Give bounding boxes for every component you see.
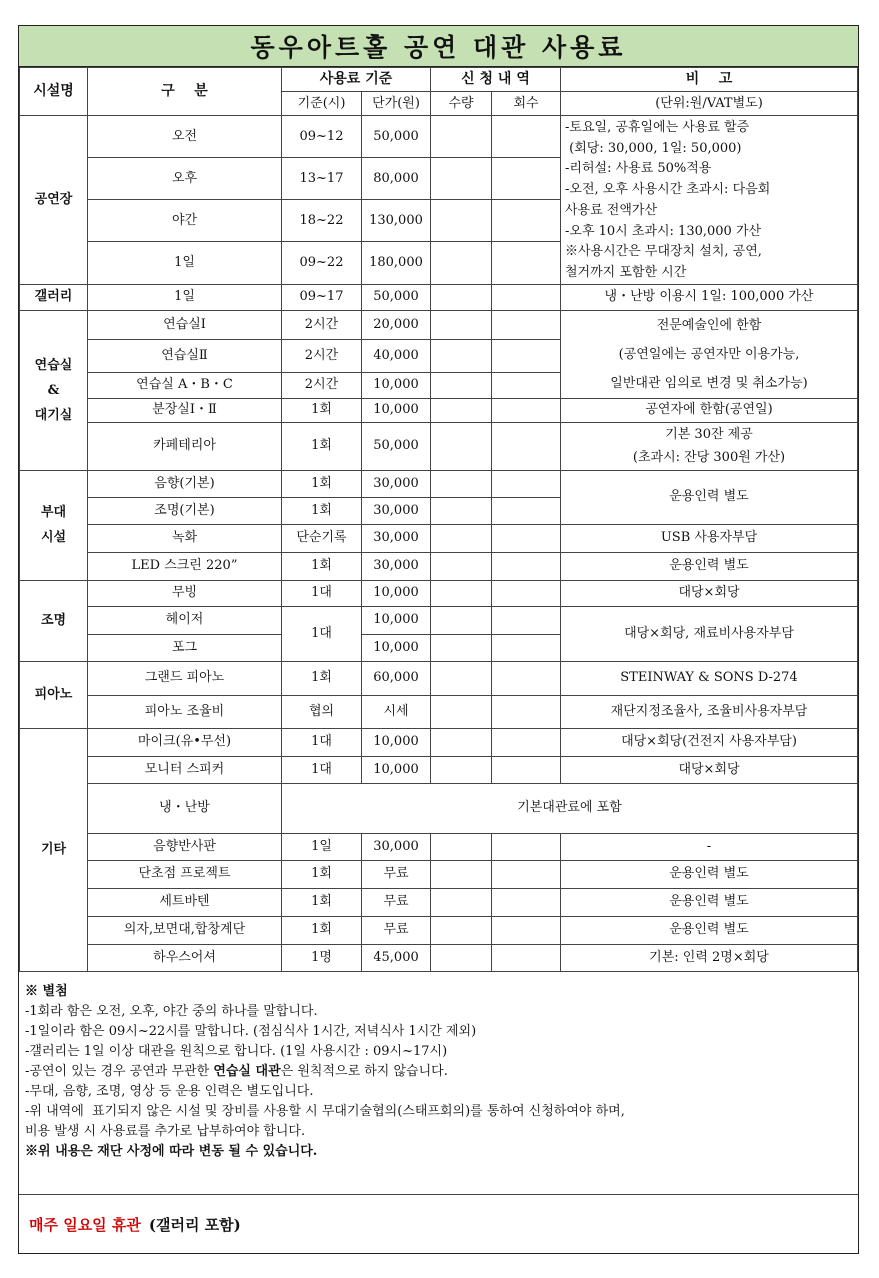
count-cell [492, 284, 561, 310]
closed-notice [19, 1194, 858, 1253]
header-basis-time: 기준(시) [282, 92, 362, 116]
table-cell-basis: 18~22 [282, 200, 362, 242]
table-cell-item: 음향반사판 [88, 833, 282, 860]
count-cell [492, 756, 561, 783]
table-cell-note: 운용인력 별도 [561, 916, 858, 944]
table-cell-price: 40,000 [362, 339, 431, 372]
quantity-cell [431, 372, 492, 398]
table-cell-price: 10,000 [362, 398, 431, 422]
count-cell [492, 470, 561, 497]
table-cell-basis: 1회 [282, 398, 362, 422]
quantity-cell [431, 634, 492, 661]
header-remarks: 비 고 [561, 68, 858, 92]
hall-notes [561, 116, 858, 285]
quantity-cell [431, 552, 492, 580]
count-cell [492, 524, 561, 552]
header-quantity: 수량 [431, 92, 492, 116]
haze-fog-note: 대당×회당, 재료비사용자부담 [561, 606, 858, 661]
quantity-cell [431, 888, 492, 916]
table-cell-item: 세트바텐 [88, 888, 282, 916]
table-cell-item: 녹화 [88, 524, 282, 552]
table-cell-price: 60,000 [362, 661, 431, 695]
count-cell [492, 372, 561, 398]
table-cell-item: 야간 [88, 200, 282, 242]
table-cell-price: 130,000 [362, 200, 431, 242]
table-cell-price: 30,000 [362, 552, 431, 580]
table-cell-basis: 1회 [282, 497, 362, 524]
count-cell [492, 398, 561, 422]
table-cell-price: 20,000 [362, 310, 431, 339]
section-stage: 부대 시설 [20, 470, 88, 580]
table-cell-price: 무료 [362, 860, 431, 888]
table-cell-basis: 1회 [282, 916, 362, 944]
table-cell-item: 분장실Ⅰ・Ⅱ [88, 398, 282, 422]
quantity-cell [431, 310, 492, 339]
table-cell-price: 30,000 [362, 497, 431, 524]
quantity-cell [431, 606, 492, 634]
table-cell-item: 1일 [88, 241, 282, 284]
table-cell-item: 음향(기본) [88, 470, 282, 497]
table-cell-basis: 1회 [282, 552, 362, 580]
appendix-notes [19, 972, 858, 1162]
count-cell [492, 497, 561, 524]
table-cell-item: 마이크(유•무선) [88, 728, 282, 756]
note-line: -오후 10시 초과시: 130,000 가산 [565, 223, 762, 239]
appendix-line: -공연이 있는 경우 공연과 무관한 연습실 대관은 원칙적으로 하지 않습니다. [25, 1063, 448, 1079]
table-cell-item: 단초점 프로젝트 [88, 860, 282, 888]
cafeteria-note: 기본 30잔 제공 (초과시: 잔당 300원 가산) [561, 422, 858, 470]
quantity-cell [431, 695, 492, 728]
table-cell-item: 포그 [88, 634, 282, 661]
led-note: 운용인력 별도 [561, 552, 858, 580]
count-cell [492, 310, 561, 339]
quantity-cell [431, 339, 492, 372]
table-cell-basis: 1대 [282, 756, 362, 783]
table-cell-basis: 1회 [282, 860, 362, 888]
note-line: ※사용시간은 무대장치 설치, 공연, [565, 244, 762, 260]
count-cell [492, 916, 561, 944]
header-facility: 시설명 [20, 68, 88, 116]
count-cell [492, 339, 561, 372]
note-line: -토요일, 공휴일에는 사용료 할증 [565, 120, 750, 135]
table-cell-basis: 13~17 [282, 157, 362, 200]
count-cell [492, 728, 561, 756]
table-cell-price: 30,000 [362, 470, 431, 497]
appendix-line: -갤러리는 1일 이상 대관을 원칙으로 합니다. (1일 사용시간 : 09시~17시) [25, 1043, 448, 1059]
table-cell-price: 30,000 [362, 524, 431, 552]
note-line: -오전, 오후 사용시간 초과시: 다음회 [565, 182, 771, 198]
table-cell-price: 10,000 [362, 634, 431, 661]
note-line: 철거까지 포함한 시간 [565, 264, 687, 280]
quantity-cell [431, 398, 492, 422]
page-title: 동우아트홀 공연 대관 사용료 [19, 26, 858, 67]
closed-note: (갤러리 포함) [148, 1215, 241, 1234]
gallery-note: 냉・난방 이용시 1일: 100,000 가산 [561, 284, 858, 310]
table-cell-price: 10,000 [362, 756, 431, 783]
table-cell-note: 대당×회당 [561, 756, 858, 783]
table-cell-item: 헤이저 [88, 606, 282, 634]
quantity-cell [431, 497, 492, 524]
table-cell-item: 무빙 [88, 580, 282, 606]
table-cell-item: 오전 [88, 116, 282, 158]
table-cell-basis: 09~12 [282, 116, 362, 158]
table-cell-basis: 09~22 [282, 241, 362, 284]
table-cell-price: 50,000 [362, 116, 431, 158]
fee-sheet [18, 25, 859, 1254]
table-cell-basis: 1대 [282, 606, 362, 661]
table-cell-price: 10,000 [362, 728, 431, 756]
appendix-line: 비용 발생 시 사용료를 추가로 납부하여야 합니다. [25, 1123, 306, 1139]
table-cell-price: 50,000 [362, 284, 431, 310]
quantity-cell [431, 116, 492, 158]
note-line: (회당: 30,000, 1일: 50,000) [565, 140, 742, 156]
count-cell [492, 606, 561, 634]
appendix-line: -1회라 함은 오전, 오후, 야간 중의 하나를 말합니다. [25, 1003, 318, 1019]
quantity-cell [431, 524, 492, 552]
quantity-cell [431, 157, 492, 200]
closed-day: 매주 일요일 휴관 [29, 1215, 141, 1234]
table-cell-basis: 협의 [282, 695, 362, 728]
header-unit-price: 단가(원) [362, 92, 431, 116]
table-cell-basis: 1회 [282, 661, 362, 695]
table-cell-item: 그랜드 피아노 [88, 661, 282, 695]
header-remarks-unit: (단위:원/VAT별도) [561, 92, 858, 116]
quantity-cell [431, 580, 492, 606]
fee-table [19, 67, 858, 972]
table-cell-price: 시세 [362, 695, 431, 728]
table-cell-price: 180,000 [362, 241, 431, 284]
count-cell [492, 888, 561, 916]
header-category: 구 분 [88, 68, 282, 116]
count-cell [492, 661, 561, 695]
quantity-cell [431, 728, 492, 756]
header-fee-basis: 사용료 기준 [282, 68, 431, 92]
section-hall: 공연장 [20, 116, 88, 285]
section-piano: 피아노 [20, 661, 88, 728]
table-cell-note: - [561, 833, 858, 860]
count-cell [492, 833, 561, 860]
recording-note: USB 사용자부담 [561, 524, 858, 552]
table-cell-basis: 09~17 [282, 284, 362, 310]
section-etc: 기타 [20, 728, 88, 971]
sound-light-note: 운용인력 별도 [561, 470, 858, 524]
table-cell-basis: 2시간 [282, 310, 362, 339]
table-cell-price: 30,000 [362, 833, 431, 860]
count-cell [492, 200, 561, 242]
table-cell-basis: 1회 [282, 422, 362, 470]
table-cell-price: 10,000 [362, 580, 431, 606]
dressing-room-note: 공연자에 한함(공연일) [561, 398, 858, 422]
table-cell-item: 오후 [88, 157, 282, 200]
table-cell-item: LED 스크린 220” [88, 552, 282, 580]
table-cell-item: 모니터 스피커 [88, 756, 282, 783]
table-cell-note: 운용인력 별도 [561, 888, 858, 916]
note-line: 사용료 전액가산 [565, 202, 658, 218]
section-lighting: 조명 [20, 580, 88, 661]
count-cell [492, 580, 561, 606]
table-cell-item: 피아노 조율비 [88, 695, 282, 728]
count-cell [492, 695, 561, 728]
table-cell-note: 운용인력 별도 [561, 860, 858, 888]
table-cell-price: 10,000 [362, 606, 431, 634]
quantity-cell [431, 241, 492, 284]
table-cell-item: 냉・난방 [88, 783, 282, 833]
appendix-heading: ※ 별첨 [25, 983, 68, 999]
note-line: -리허설: 사용료 50%적용 [565, 161, 712, 177]
count-cell [492, 944, 561, 971]
table-cell-price: 50,000 [362, 422, 431, 470]
table-cell-item: 연습실Ⅱ [88, 339, 282, 372]
header-application: 신 청 내 역 [431, 68, 561, 92]
table-cell-price: 무료 [362, 916, 431, 944]
table-cell-basis: 1명 [282, 944, 362, 971]
table-cell-price: 45,000 [362, 944, 431, 971]
section-gallery: 갤러리 [20, 284, 88, 310]
table-cell-basis: 1대 [282, 728, 362, 756]
table-cell-note: 기본: 인력 2명×회당 [561, 944, 858, 971]
count-cell [492, 634, 561, 661]
table-cell-item: 조명(기본) [88, 497, 282, 524]
count-cell [492, 157, 561, 200]
count-cell [492, 116, 561, 158]
table-cell-price: 무료 [362, 888, 431, 916]
table-cell-price: 10,000 [362, 372, 431, 398]
quantity-cell [431, 200, 492, 242]
table-cell-note: STEINWAY & SONS D-274 [561, 661, 858, 695]
table-cell-note: 대당×회당(건전지 사용자부담) [561, 728, 858, 756]
quantity-cell [431, 860, 492, 888]
table-cell-basis: 2시간 [282, 372, 362, 398]
table-cell-item: 연습실 A・B・C [88, 372, 282, 398]
table-cell-basis: 단순기록 [282, 524, 362, 552]
quantity-cell [431, 284, 492, 310]
table-cell-basis: 2시간 [282, 339, 362, 372]
header-count: 회수 [492, 92, 561, 116]
quantity-cell [431, 470, 492, 497]
table-cell-basis: 1회 [282, 888, 362, 916]
quantity-cell [431, 422, 492, 470]
count-cell [492, 552, 561, 580]
count-cell [492, 860, 561, 888]
quantity-cell [431, 944, 492, 971]
table-cell-item: 연습실Ⅰ [88, 310, 282, 339]
table-cell-item: 의자,보면대,합창계단 [88, 916, 282, 944]
table-cell-note: 재단지정조율사, 조율비사용자부담 [561, 695, 858, 728]
table-cell-item: 1일 [88, 284, 282, 310]
moving-light-note: 대당×회당 [561, 580, 858, 606]
table-cell-basis: 1대 [282, 580, 362, 606]
appendix-line: -1일이라 함은 09시~22시를 말합니다. (점심식사 1시간, 저녁식사 1시간 제외) [25, 1023, 477, 1039]
hvac-note: 기본대관료에 포함 [282, 783, 858, 833]
count-cell [492, 241, 561, 284]
quantity-cell [431, 916, 492, 944]
table-cell-item: 카페테리아 [88, 422, 282, 470]
count-cell [492, 422, 561, 470]
appendix-line: -무대, 음향, 조명, 영상 등 운용 인력은 별도입니다. [25, 1083, 314, 1099]
practice-note: 전문예술인에 한함 (공연일에는 공연자만 이용가능, 일반대관 임의로 변경 및 취소가능) [561, 310, 858, 398]
quantity-cell [431, 661, 492, 695]
table-cell-basis: 1일 [282, 833, 362, 860]
appendix-final-notice: ※위 내용은 재단 사정에 따라 변동 될 수 있습니다. [25, 1143, 318, 1159]
quantity-cell [431, 756, 492, 783]
table-cell-price: 80,000 [362, 157, 431, 200]
table-cell-basis: 1회 [282, 470, 362, 497]
table-cell-item: 하우스어셔 [88, 944, 282, 971]
section-practice: 연습실 & 대기실 [20, 310, 88, 470]
quantity-cell [431, 833, 492, 860]
appendix-line: -위 내역에 표기되지 않은 시설 및 장비를 사용할 시 무대기술협의(스태프회의)를 통하여 신청하여야 하며, [25, 1103, 625, 1119]
